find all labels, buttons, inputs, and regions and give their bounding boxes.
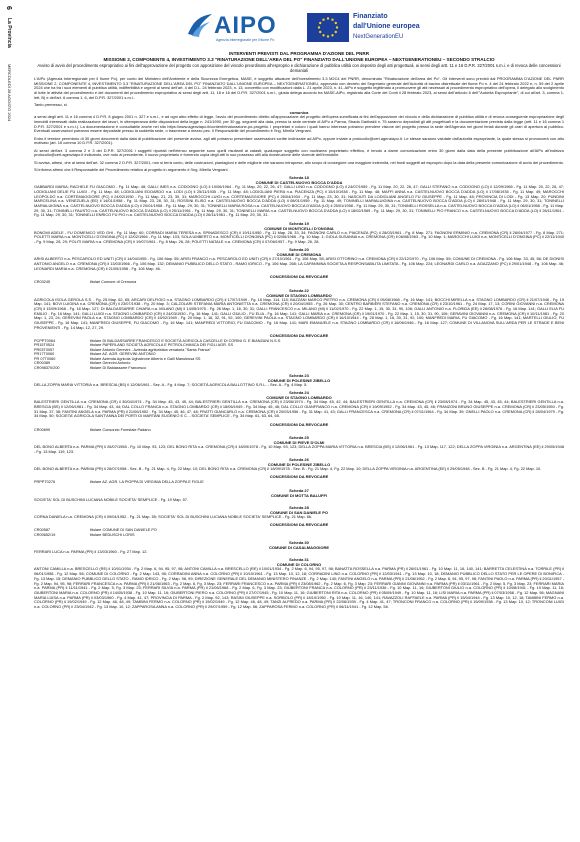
concessioni-heading: CONCESSIONI DA REVOCARE (269, 522, 329, 528)
concessione-code: CR098370/200 (34, 365, 60, 370)
aipo-tagline: Agenzia Interregionale per il fiume Po (216, 38, 275, 42)
concessioni-table (34, 480, 208, 484)
aipo-name: AIPO (214, 12, 277, 39)
aipo-mark-icon (186, 12, 214, 38)
owners-list: BALESTRIERI GENTILLA n.a. CREMONA (CR) il 30/04/1974 - Fg. 34 Map. 45, 43, 45, 44; BALESTRIERI GENTILLA n.a. CREMONA (CR) il 23/06/1974 - Fg. 34 Map. 45, 42, 44; BALESTRIERI GENTILLA n.a. CREMONA (CR) il 23/08/1974 - Fg. 34 Map. 45, 43, 45, 44; BALESTRIERI GENTILLA n.a. BRESCIA (BS) il 12/06/1961 - Fg. 34 Map. 43, 44; DAL COLLO FRANCA n.a. STAGNO LOMBARDO (CR) il 18/06/1949 - Fg. 34 Map. 45, 46; DAL COLLO GIANFRANCO n.a. CREMONA (CR) il 19/09/1952 - Fg. 34 Map. 43, 45, 46; FRANZONI BRUNO GIUSEPPE n.a. CREMONA (CR) il 23/05/1950 - Fg. 31 Map. 37, 38; FANTINI ANGELA n.a. PARMA (PR) il 21/06/1952 - Fg. 34 Map. 45, 46, 47, 48; FRATTI GIANCARLO n.a. CREMONA (CR) il 20/03/1956 - Fg. 31 Map. 41, 43; GALLI FRANCESCA n.a. CREMONA (CR) il 07/11/1964 - Fg. 34 Map. 39; GNELLI PAOLO n.a. CREMONA (CR) il 28/04/1979 - Fg. 34 Map. 50; SOCIETA' AGRICOLA SANT'ANNA DEI PORTI DI MARTANI EUGENIO E C. - SOCIETA' SEMPLICE - Fg. 34 Map. 61, 63, 64, 65. (34, 399, 564, 419)
eu-star (335, 22, 337, 24)
improvements-paragraph: Si avvisa, altresì, che ai sensi dell'art. 32 comma 2 D.P.R. 327/2001, non si terrà conto, delle costruzioni, piantagioni e delle migliorie che saranno intraprese, allo scopo di conseguire una maggiore indennità, nei fondi soggetti ad esproprio dopo la data della presente comunicazione di avvio del procedimento. (34, 159, 564, 165)
concessioni-table (34, 428, 155, 432)
concessione-holder: titolare Consorzio Forestale Padano (90, 427, 151, 432)
comune-heading: COMUNE DI CASTELNUOVO BOCCA D'ADDA (255, 180, 343, 186)
eu-line-3: NextGenerationEU (353, 34, 404, 40)
comune-heading: COMUNE DI STAGNO LOMBARDO (266, 395, 332, 401)
owners-list: BONOMI ADELE - FU DOMENICO VED GHI - Fg. 11 Map. 60; CORRADI MARIA TERESA n.a. SPINADESCO (CR) il 19/11/1950 - Fg. 11 Map. 28, 33, 34; FAGNONI CARLO n.a. PIACENZA (PC) il 28/03/1961 - Fg. 8 Map. 271; FAGNONI ERMINIO n.a. CREMONA (CR) il 26/04/1977 - Fg. 8 Map. 271; POLETTI MARIA n.a. MONTICELLI D'ONGINA (PC) il 12/02/1966 - Fg. 11 Map. 103; SOLA UMBERTO n.a. MONTICELLI D'ONGINA (PC) il 02/06/1966 - Fg. 10 Map. 1; GIOLA SUSANNA n.a. CREMONA (CR) il 06/08/1963 - Fg. 10 Map. 1; MAROCCHI LUIGI n.a. MONTICELLI D'ONGINA (PC) il 22/11/1940 - Fg. 9 Map. 28, 29; POLITI MARIA n.a. CREMONA (CR) il 19/07/1961 - Fg. 8 Map. 26, 28; POLETTI NATALE n.a. CREMONA (CR) il 07/06/1957 - Fg. 9 Map. 26, 28. (34, 229, 564, 245)
concessione-holder: titolare Di Baldassarre Francesco (90, 365, 147, 370)
concessione-holder: titolare PAPERLAND SOCIETÀ AGRICOLA E PETROLCHIMICA DEI FIGLI AGR. SS (90, 343, 233, 348)
intro-paragraph: L'AIPo (Agenzia Interregionale per il fiume Po), per conto del Ministero dell'Ambiente e della Sicurezza Energetica, MASE, è soggetto attuatore dell'Investimento 3.3 M2C4 del PNRR, denominato "Rinaturazione dell'area del Po". Gli interventi sono previsti dal PROGRAMMA D'AZIONE DEL PNRR MISSIONE 2, COMPONENTE 4, INVESTIMENTO 3.3 "RINATURAZIONE DELL'AREA DEL PO" FINANZIATO DALL'UNIONE EUROPEA – NEXTGENERATIONEU, approvato con decreto del Segretario generale dell'Autorità di bacino distrettuale del fiume Po n. 4 del 24 febbraio 2022 e, n. 59 del 2 aprile 2024 che ha tra i suoi elementi di pubblica utilità, indifferibilità e urgenti ai sensi dell'art. 4 del D.L. 24 febbraio 2023, n. 13, convertito con modificazioni dalla L. 21 aprile 2023, n. 41. AIPo è soggetto legittimato a promuovere gli atti necessari al procedimento espropriativo dell'opera, il delegato allo svolgimento di tutte le attività del procedimento e dei documenti del procedimento espropriativo ai sensi degli artt. 11, 16 e 16 del D.P.R. 327/2001 s.m.i., giusta delega accordo tra MASE-AIPo, registrato alla Corte dei Conti il 28 febbraio 2023, ai sensi dell'articolo 6 dell'"Autorità Espropriante", di cui all'art. 3, comma 1, lett. B) e dell'art. 6 comma 1, 6, del D.P.R. 327/2001 s.m.i.. (34, 75, 564, 100)
concessioni-table (34, 280, 140, 284)
owners-list: GABBARDI MARIA; RACHELE FU GIACOMO - Fg. 11 Map. 48; GALLI INES n.a. CODOGNO (LO) il 10/06/1964 - Fg. 11 Map. 20, 22, 26, 47; GALLI LINO n.a. CODOGNO (LO) il 24/07/1959 - Fg. 11 Map. 20, 22, 26, 47; GALLI STEFANO n.a. CODOGNO (LO) il 12/09/1965 - Fg. 11 Map. 20, 22, 26, 47; LODIGLIANI DELIE FU LUIGI - Fg. 11 Map. 48; LODIGLIANI EDOARDO n.a. LODI (LO) il 25/11/1935 - Fg. 11 Map. 48; LODIGLIANI PIERA n.a. PIACENZA (PC) il 15/10/1938 - Fg. 11 Map. 48; MAFFI ANNA n.a. CASTELNUOVO BOCCA D'ADDA (LO) il 17/08/1935 - Fg. 11 Map. 49; MAROCCHI LEOPOLDO n.a. CORTEMAGGIORE (PC) il 24/02/1930 - Fg. 11 Map. 21, 23, 30, 31; MAROCCHI LUIGI n.a. CORTEMAGGIORE (PC) il 26/04/1934 - Fg. 11 Map. 23, 30, 31; NASCIUTI DA LODIGLIANI ANGELO FU GIUSEPPE - Fg. 11 Map. 48; PROVINCIA DI LODI - Fg. 13 Map. 20; PUNDINI MARCELINA n.a. VENEZUELA (EE) il 14/01/1958 - Fg. 11 Map. 23, 28, 30, 31; ROSSINI ELISO n.a. CASTELNUOVO BOCCA D'ADDA (LO) il 08/01/1959 - Fg. 11 Map. 49; TONINELLI MARIALUIGINA n.a. CASTELNUOVO BOCCA D'ADDA (LO) il 28/01/1948 - Fg. 11 Map. 29, 30, 31; TONINELLI MARIALUIGINA n.a. CASTELNUOVO BOCCA D'ADDA (LO) il 20/01/1958 - Fg. 11 Map. 29, 30, 31; TONINELLI MARIA ROSA n.a. CASTELNUOVO BOCCA D'ADDA (LO) il 25/01/1958 - Fg. 11 Map. 29, 30, 31; TONINELLI ROSSELLA n.a. CASTELNUOVO BOCCA D'ADDA (LO) il 06/01/1958 - Fg. 11 Map. 29, 30, 31; TONINELLI FAUSTO n.a. CASTELNUOVO BOCCA D'ADDA (LO) il 20/11/1951 - Fg. 11 Map. 29, 30, 31; TONINELLI MARIA n.a. CASTELNUOVO BOCCA D'ADDA (LO) il 18/02/1969 - Fg. 11 Map. 29, 30, 31; TONINELLI PIO FRANCO n.a. CASTELNUOVO BOCCA D'ADDA (LO) il 26/11/1961 - Fg. 11 Map. 29, 30, 31; TONINELLI ENRICO FU PIO n.a. CASTELNUOVO BOCCA D'ADDA (LO) il 26/11/1961 - Fg. 11 Map. 29, 30, 31. (34, 184, 564, 218)
notice-title-2: MISSIONE 2, COMPONENTE 4, INVESTIMENTO 3.3 "RINATURAZIONE DELL'AREA DEL PO" FINANZIATO DALL'UNIONE EUROPEA – NEXTGENERATIONEU – SECONDO STRALCIO (103, 57, 495, 62)
concessione-code: CR00389 (34, 361, 51, 366)
eu-star (335, 31, 337, 33)
eu-star (319, 22, 321, 24)
concessioni-heading: CONCESSIONI DA REVOCARE (269, 474, 329, 480)
concessione-holder: titolare AZ. AGR. GEREVINI ANTONIO (90, 352, 156, 357)
concessione-holder: titolare COMUNE DI SAN DANIELE PO (90, 528, 157, 533)
owners-list: ARISI ALBERTO n.a. PESCAROLO ED UNITI (CR) il 14/04/1955 - Fg. 106 Map. 55; ARISI FRANCO n.a. PESCAROLO ED UNITI (CR) il 27/10/1961 - Fg. 106 Map. 55; ARISI OTTORINO n.a. CREMONA (CR) il 22/12/1970 - Fg. 106 Map. 55; COMUNE DI CREMONA - Fg. 106 Map. 33, 45, 56; DE DIONISI ANTONIO ANGELO n.a. CREMONA (CR) il 13/03/1966 - Fg. 106 Map. 132; DEMANIO PUBBLICO DELLO STATO - RAMO IDRICO - Fg. 106 Map. 268; LA CAPANNINA SOCIETA A RESPONSABILITA LIMITATA - Fg. 106 Map. 224; LEONARDI CARLO n.a. AGAZZANO (PC) il 29/01/1948 - Fg. 106 Map. 46; LEONARDI MARIA n.a. CREMONA (CR) il 21/05/1958 - Fg. 106 Map. 46. (34, 256, 564, 271)
concessione-holder: titolare Azienda Agricola Ughaleone Alberto e Galli Manuleusa SS (90, 356, 201, 361)
concessione-code: CR00587 (34, 528, 51, 533)
concessioni-table (34, 528, 161, 537)
scheda-number: Scheda 28 (289, 505, 309, 511)
eu-line-2: dall'Unione europea (353, 23, 420, 30)
concessione-code: PR15T0524 (34, 343, 55, 348)
comune-heading: COMUNE DI POLESINE ZIBELLO (267, 462, 331, 468)
eu-star (331, 34, 333, 36)
eu-star (327, 35, 329, 37)
scheda-number: Scheda 30 (289, 540, 309, 546)
schede-list (34, 175, 564, 610)
eu-star (327, 17, 329, 19)
deadline-paragraph: Entro il termine perentorio di 30 giorni decorrenti dalla data di pubblicazione del presente avviso, agli atti potranno presentare osservazioni scritte indirizzate ad AIPo, oppure inviate a protocollo@cert.agenziapo.it. Le stesse saranno valutate dall'autorità espropriante, la quale stessa si pronuncerà con atto motivato (art. 16 comma 10 D.P.R. 327/2001). (34, 135, 564, 146)
eu-star (322, 19, 324, 21)
comune-heading: COMUNE DI POLESINE ZIBELLO (267, 377, 331, 383)
aipo-logo (186, 10, 278, 46)
owners-paragraph: Ai sensi dell'art. 3 comma 2 e 3 del D.P.R. 327/2001 i soggetti riportati nell'elenco seguente sono quelli risultanti ai catasti; qualunque soggetto con nuclearea proprietario effettivo, è tenuto a darne comunicazione entro 30 giorni dalla data della presente pubblicazione all'AIPo all'indirizzo protocollo@cert.agenziapo.it indicando, ove noto al precedente, il nuovo proprietario e fornendo copia degli atti in suo possesso utili alla ricostruzione delle vicende dell'immobile. (34, 147, 564, 158)
concessione-holder: titolare Gerevini Antonio (90, 361, 131, 366)
concessioni-heading: CONCESSIONI DA REVOCARE (269, 274, 329, 280)
comune-heading: COMUNE DI MONTICELLI D'ONGINA (264, 225, 334, 231)
scheda-number: Scheda 27 (289, 487, 309, 493)
eu-funding-logo (307, 10, 419, 46)
concessione-code: PCPPT0064 (34, 339, 56, 344)
scheda-number: Scheda 20 (289, 247, 309, 253)
scheda-number: Scheda 23 (289, 372, 309, 378)
concessione-row (34, 366, 285, 370)
comune-heading: COMUNE DI STAGNO LOMBARDO (266, 292, 332, 298)
owners-list: SOCIETA' SOL DI BUSCHINI LUCIANA NOBILE SOCIETA' SEMPLICE - Fg. 19 Map. 57. (34, 496, 189, 502)
eu-star (319, 31, 321, 33)
concessione-row (34, 480, 208, 484)
concessione-holder: titolare AZ. AGR. LA PIOPPA DI VIRGINIA DELLA ZOPPA E FIGLIE (90, 480, 204, 485)
concessione-code: CR00652/19 (34, 532, 56, 537)
procedure-paragraph: a sensi degli artt. 11 e 16 comma 4 D.P.R. 8 giugno 2001 n. 327 e s.m.i., e ad ogni altro effetto di legge, l'avvio del procedimento diretto all'approvazione del progetto dell'opera sunnificata ai fini dell'apposizione del vincolo e della dichiarazione di pubblica utilità e di revoca conseguente espropriazione degli immobili interessati dalla realizzazione dei lavori, in ottemperanza delle disposizioni della legge n. 241/1990, per 30 gg. seguenti alla data, presso la sede centrale di AIPo a Parma, Strada Garibaldi n. 75 saranno depositati gli atti progettuali e la documentazione prevista dalla legge (artt. 11 e 16 comma 1 D.P.R. 327/2001 e s.m.i.). La documentazione è consultabile anche nel sito https://www.agenziapo.it/content/rinaturazione-po-progetto. I proprietari e coloro i quali hanno interesse potranno prendere visione del progetto presso la sede dell'Agenzia nei giorni feriali durante gli orari di apertura al pubblico. Eventuali osservazioni potranno essere depositate presso la suddetta sede, o trasmesse a mezzo pec. Il Responsabile del procedimento è l'ing. Mirella Vergnani. (34, 114, 564, 134)
scheda-number: Scheda 24 (289, 390, 309, 396)
concessione-holder: titolare Antonio Gerevini - Azienda agrituristica venatoria "Santa Franca" (90, 347, 211, 352)
publication-date: MERCOLEDÌ 28 AGOSTO 2024 (7, 64, 12, 122)
owners-list: DEL BONO ALBERTA n.a. PARMA (PR) il 26/07/1958 - Fg. 10 Map. 93, 123; DEL BONO RITA n.a. CREMONA (CR) il 18/09/1978 - Fg. 10 Map. 93, 123; DELLA ZOPPA MARIA VITTORIA n.a. BRESCIA (BS) il 12/06/1961 - Fg. 13 Map. 117, 122; DELLA ZOPPA VIRGINIA n.a. ARGENTINA (EE) il 29/05/1948 - Fg. 13 Map. 119, 123. (34, 444, 564, 454)
notice-content (34, 51, 564, 612)
concessioni-table (34, 339, 285, 370)
eu-star (322, 34, 324, 36)
eu-flag-icon (307, 13, 349, 42)
scheda-number: Scheda 19 (289, 220, 309, 226)
concessione-holder: titolari Comune di Cremona (90, 280, 137, 285)
notice-title: INTERVENTI PREVISTI DAL PROGRAMMA D'AZIONE DEL PNRR (228, 51, 370, 56)
publication-name: La Provincia (6, 18, 12, 48)
page-margin-header (3, 6, 13, 176)
scheda-number: Scheda 26 (289, 457, 309, 463)
concessione-row (34, 533, 161, 537)
scheda-number: Scheda 25 (289, 435, 309, 441)
comune-heading: COMUNE DI MOTTA BALUFFI (271, 492, 327, 498)
concessione-row (34, 428, 155, 432)
responsible-paragraph: Si informa altresì che il Responsabile del Procedimento relativo al progetto in argomento è l'ing. Mirella Vergnani. (34, 166, 229, 172)
scheda-number: Scheda 18 (289, 175, 309, 181)
eu-star (336, 26, 338, 28)
concessione-code: PRPPT0276 (34, 480, 56, 485)
concessione-code: PR17T0060 (34, 352, 55, 357)
owners-list: AGRICOLA ISOLA GEROLA S.S. - Fg. 25 Map. 62, 65; ARCARI DELFIGIO n.a. STAGNO LOMBARDO (CR) il 17/07/1949 - Fg. 16 Map. 114, 115; BAZZANI MARCO PIETRO n.a. CREMONA (CR) il 05/06/1968 - Fg. 16 Map. 141; BOCCHI MIRELLA n.a. STAGNO LOMBARDO (CR) il 21/07/1946 - Fg. 19 Map. 141; BOVI LUIGINA n.a. CREMONA (CR) il 23/07/1938 - Fg. 20 Map. 3; CALZOLARI STEFANIA MARIA ANTONIETTA n.a. CREMONA (CR) il 20/04/1955 - Fg. 26 Map. 30; CENTRO BARBIERI STEFANO n.a. CREMONA (CR) il 23/10/1961 - Fg. 24 Map. 17, 13; CORINI GIOVANNI n.a. CREMONA (CR) il 15/09/1968 - Fg. 16 Map. 127; DI BALDASSARRE CHIARA n.a. MILANO (MI) il 14/05/1975 - Fg. 26 Map. 1, 16, 30, 31; GALLI FRANCESCO n.a. MILANO (MI) il 11/02/1970 - Fg. 22 Map. 1, 15, 30, 31, 90, 106; GALLI ANTONIO n.a. FLORIDA (EE) il 26/08/1976 - Fg. 16 Map. 141; GALLI ELIA FU EMILIO - Fg. 16 Map. 141; GALLI LUIGI n.a. STAGNO LOMBARDO (CR) il 24/03/1930 - Fg. 16 Map. 141; GALLI GIULIO - FU ELIA - Fg. 16 Map. 141; GALLI MARIA n.a. CREMONA (CR) il 19/01/1970 - Fg. 22 Map. 1, 15, 30, 31, 90, 106; GERAVINI GIOVANNI n.a. CREMONA (CR) il 10/11/1981 - Fg. 20 Map. 1, 23, 24; GEREVINI PAOLA n.a. STAGNO LOMBARDO (CR) il 15/02/1949 - Fg. 20 Map. 1, 16, 32, 91, 92, 100; GEREVINI PAOLA n.a. STAGNO LOMBARDO (CR) il 16/10/1944 - Fg. 28 Map. 1, 16, 30, 31, 92, 100; MANFREDI MARIA, FU GIACOMO - Fg. 16 Map. 141; MARTELLI GIULIO, FU GIUSEPPE - Fg. 16 Map. 141; MANFREDI GIUSEPPE, FU GIACOMO - Fg. 16 Map. 141; MANFREDI VITTORIO, FU GIACOMO - Fg. 16 Map. 141; MARI EMANUELE n.a. STAGNO LOMBARDO (CR) il 16/06/1946 - Fg. 16 Map. 127; COMUNE DI VILLANOVA SULL'ARDA PER LE STRADE E BENI PROVENIENTI - Fg. 14 Map. 12, 27, 29. (34, 296, 564, 330)
concessione-code: PR 07T0060 (34, 356, 56, 361)
concessione-holder: titolare BEDUSCHI LORIS (90, 532, 135, 537)
eu-line-1: Finanziato (353, 13, 388, 20)
comune-heading: COMUNE DI PIEVE D'OLMI (273, 440, 325, 446)
owners-list: DELLA ZOPPA MARIA VITTORIA n.a. BRESCIA (BS) il 12/06/1961 - Sez. A - Fg. 4 Map. 7; SOCIETÀ AGRICOLA BALLOTTINO S.R.L. - Sez. A - Fg. 4 Map. 5. (34, 381, 308, 387)
concessione-code: CR00699 (34, 427, 51, 432)
page-number: 6 (5, 6, 12, 10)
comune-heading: COMUNE DI COLORNO (276, 562, 322, 568)
eu-star (318, 26, 320, 28)
owners-list: CORNA DANIELA n.a. CREMONA (CR) il 09/04/1952 - Fg. 21 Map. 55; SOCIETA' SOL DI BUSCHINI LUCIANA NOBILE SOCIETA' SEMPLICE - Fg. 21 Map. 66. (34, 514, 313, 520)
comune-heading: COMUNE DI CASALMAGGIORE (269, 545, 329, 551)
concessione-row (34, 280, 140, 284)
concessione-code: PR03T0057 (34, 347, 55, 352)
comune-heading: COMUNE DI CREMONA (276, 252, 322, 258)
concessione-code: CR03245 (34, 280, 51, 285)
owners-list: DEL BONO ALBERTA n.a. PARMA (PR) il 26/07/1958 - Sez. B - Fg. 21 Map. 4, Fg. 22 Map. 10; DEL BONO RITA n.a. CREMONA (CR) il 18/09/1978 - Sez. B - Fg. 21 Map. 4, Fg. 22 Map. 10; DELLA ZOPPA VIRGINIA n.a. ARGENTINA (EE) il 29/05/1948 - Sez. B - Fg. 21 Map. 4, Fg. 22 Map. 10. (34, 466, 542, 472)
scheda-number: Scheda 22 (289, 287, 309, 293)
concessioni-heading: CONCESSIONI DA REVOCARE (269, 333, 329, 339)
owners-list: ANTONI CAMILLA n.a. BRESCELLO (RE) il 10/01/1934 - Fg. 2 Map. 6, 94, 95, 97, 98; ANTONI CAMILLA n.a. BRESCELLO (RE) il 10/01/1934 - Fg. 2 Map. 6, 94, 95, 97, 98; BANATTA ROSSELLA n.a. PARMA (PR) il 26/01/1961 - Fg. 10 Map. 11, 16, 140, 141; BARRETTA CELESTINA n.a. TORRILE (PR) il 06/01/1958 - Fg. 12 Map. 56; COMUNE DI COLORNO - Fg. 2 Map. 143, 98; CORRADINI ANNA n.a. COLORNO (PR) il 10/10/1961 - Fg. 13 Map. 10, 12, 18; CORRADINI LINO n.a. COLORNO (PR) il 12/03/1941 - Fg. 13 Map. 10, 18; DEMANIO PUBBLICO DELLO STATO PER LE OPERE DI BONIFICA - Fg. 13 Map. 15; DEMANIO PUBBLICO DELLO STATO - RAMO IDRICO - Fg. 2 Map. 98, 99; DIREZIONE GENERALE DEL DEMANIO MINISTERO FINANZE - Fg. 2 Map. 140; FANTINI ANGELO n.a. PARMA (PR) il 21/06/1952 - Fg. 2 Map. 6, 94, 95, 97, 98; FANTINI PAOLO n.a. PARMA (PR) il 20/11/1957 - Fg. 2 Map. 94, 95, 98; FERRARI FRANCESCA n.a. PARMA (PR) il 21/06/1963 - Fg. 2 Map. 6, Fg. 3 Map. 23; FERRARI FRANCESCO n.a. PARMA (PR) il 23/08/1962 - Fg. 2 Map. 6, Fg. 3 Map. 23; FERRARI GIANNI GIOVANNI n.a. PARMA (PR) il 03/11/1961 - Fg. 2 Map. 5, Fg. 3 Map. 23; FERRARI MARIA n.a. PARMA (PR) il 11/11/1941 - Fg. 2 Map. 5, Fg. 3 Map. 23; FERRARI SILVIA n.a. PARMA (PR) il 21/06/1968 - Fg. 2 Map. 6, Fg. 3 Map. 23; GIUBERTONI FRANCA n.a. COLORNO (PR) il 23/11/1936 - Fg. 10 Map. 11, 16; GIUBERTONI GIULIO n.a. COLORNO (PR) il 10/08/1941 - Fg. 10 Map. 11, 16; GIUBERTONI MARIA n.a. COLORNO (PR) il 14/05/1938 - Fg. 10 Map. 11, 16; GIUBERTONI PIERO n.a. COLORNO (PR) il 27/07/1945 - Fg. 10 Map. 11, 16; GIUBERTONI RITA n.a. COLORNO (PR) il 05/09/1949 - Fg. 10 Map. 11, 16; LISI MARIA n.a. PARMA (PR) il 07/03/1958 - Fg. 12 Map. 56; MAGNANI MARIA LUISA n.a. PARMA (PR) il 03/03/1960 - Fg. 4 Map. 41, 47; PROVINCIA DI PARMA - Fg. 2 Map. 92, 143; RASINI GIUSEPPE n.a. SORBOLO (PR) il 18/10/1950 - Fg. 10 Map. 11, 16, 140, 141; RAVAZZOLI RAFFAELE n.a. PARMA (PR) il 15/04/1944 - Fg. 13 Map. 10, 12, 18; TAMBINI FERMO n.a. COLORNO (PR) il 19/02/1949 - Fg. 12 Map. 46, 48, 49; TAMBINI FERMO n.a. COLORNO (PR) il 19/02/1949 - Fg. 12 Map. 46, 48, 49; TANZI ALFREDO n.a. PARMA (PR) il 22/06/1939 - Fg. 4 Map. 41, 47; TRONCONI FRANCO n.a. COLORNO (PR) il 15/09/1938 - Fg. 13 Map. 10, 12; TRONCONI LUIGI n.a. COLORNO (PR) il 23/04/1942 - Fg. 13 Map. 10, 12; ZAPPAROSA ANNA n.a. COLORNO (PR) il 29/07/1959 - Fg. 12 Map. 56; ZAPPAROSA FERMO n.a. COLORNO (PR) il 06/11/1941 - Fg. 12 Map. 56. (34, 566, 564, 610)
owners-list: FERRARI LUCA n.a. PARMA (PR) il 13/03/1960 - Fg. 27 Map. 12. (34, 549, 148, 555)
comunica-heading: comunica (289, 110, 309, 116)
notice-subtitle: Avviso di avvio del procedimento espropriativo ai fini dell'approvazione del progetto con apposizione del vincolo preordinato all'esproprio e dichiarazione di pubblica utilità con deposito degli atti progettuali, ai sensi degli artt. 11 e 16 D.P.R. 327/2001 s.m.i. e di revoca delle concessioni demaniali (37, 63, 561, 74)
eu-star (331, 19, 333, 21)
premise-line: Tanto premesso, si (34, 101, 67, 107)
comune-heading: COMUNE DI SAN DANIELE PO (269, 510, 328, 516)
concessione-holder: titolare DI BALDASSARRE FRANCESCO E SOCIETÀ AGRICOLA CASCELLE DI CORINI G. E BIANZANI N.S.S. (90, 339, 282, 344)
scheda-number: Scheda 31 (289, 557, 309, 563)
concessioni-heading: CONCESSIONI DA REVOCARE (269, 421, 329, 427)
